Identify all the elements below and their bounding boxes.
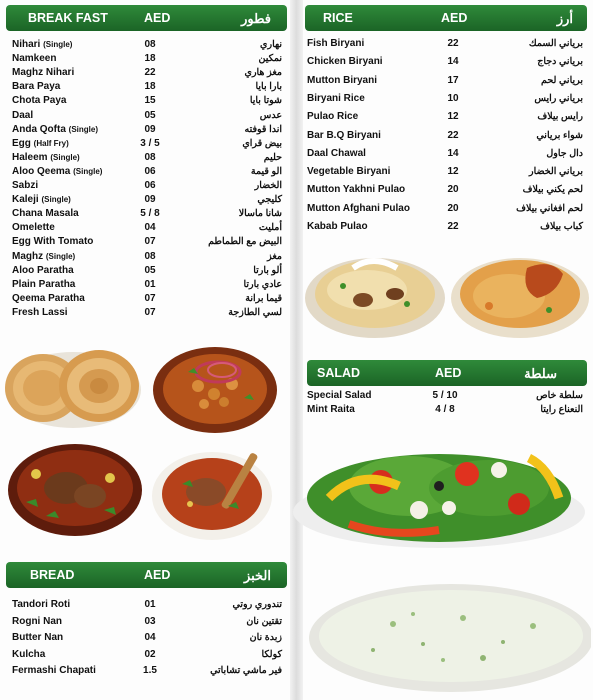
item-name	[307, 128, 381, 144]
item-price: 22	[144, 67, 156, 79]
item-name-text: Sabzi	[12, 180, 39, 191]
item-name-text: Maghz Nihari	[12, 67, 75, 79]
item-name-text: Daal	[12, 109, 34, 121]
item-name-arabic: البيض مع الطماطم	[208, 236, 282, 248]
item-name-text: Kulcha	[12, 648, 46, 660]
item-name-arabic: فير ماشي تشاباتي	[210, 665, 282, 676]
bread-menu-row	[12, 630, 282, 646]
item-name	[307, 402, 355, 418]
item-price: 4 / 8	[435, 404, 455, 415]
item-price: 22	[447, 129, 459, 141]
item-name-arabic: لسي الطازجة	[228, 306, 282, 318]
item-name	[307, 73, 377, 89]
item-name-text: Chana Masala	[12, 208, 79, 220]
item-price: 22	[447, 38, 459, 49]
rice-menu-row	[307, 73, 583, 89]
rice-menu-row	[307, 128, 583, 144]
rice-currency: AED	[441, 11, 468, 25]
item-name-text: Mutton Afghani Pulao	[307, 202, 410, 214]
paya-soup-photo-icon	[6, 438, 144, 538]
item-name-text: Nihari	[12, 39, 41, 50]
item-name-arabic: برياني السمك	[528, 38, 583, 49]
item-name-text: Kabab Pulao	[307, 221, 368, 232]
item-name-arabic: تقتين نان	[246, 615, 282, 627]
item-name-arabic: لحم افغاني بيلاف	[516, 202, 583, 214]
item-name-text: Maghz	[12, 250, 44, 262]
item-name	[307, 36, 364, 52]
item-price: 07	[144, 306, 156, 318]
item-price: 14	[447, 147, 459, 159]
item-price: 12	[447, 166, 459, 178]
item-price: 04	[144, 632, 156, 643]
item-name-text: Aloo Paratha	[12, 264, 74, 276]
item-name-text: Vegetable Biryani	[307, 166, 391, 178]
item-price: 05	[144, 264, 156, 276]
item-price: 03	[144, 615, 156, 627]
item-price: 02	[144, 648, 156, 660]
breakfast-currency: AED	[144, 11, 171, 25]
item-name-text: Bara Paya	[12, 81, 61, 93]
chana-masala-photo-icon	[152, 342, 278, 434]
item-price: 08	[144, 39, 156, 50]
item-name-text: Haleem	[12, 151, 48, 163]
item-name-text: Namkeen	[12, 53, 57, 65]
item-name	[12, 597, 70, 613]
item-name-text: Daal Chawal	[307, 147, 366, 159]
item-price: 5 / 8	[140, 208, 160, 220]
breakfast-title-arabic: فطور	[241, 11, 271, 26]
item-name-text: Special Salad	[307, 390, 372, 401]
item-name	[307, 164, 390, 180]
bread-list	[12, 597, 282, 687]
item-price: 12	[447, 111, 459, 123]
raita-photo-icon	[303, 574, 591, 692]
bread-header	[6, 562, 287, 588]
item-name	[12, 663, 96, 679]
item-name	[12, 647, 45, 663]
item-name-text: Biryani Rice	[307, 92, 365, 104]
item-name-text: Chicken Biryani	[307, 56, 383, 68]
item-name-arabic: برياني الخضار	[528, 166, 583, 178]
item-name-arabic: اندا قوفته	[244, 123, 282, 135]
item-name-arabic: ألو بارتا	[253, 264, 282, 276]
rice-menu-row	[307, 54, 583, 70]
item-name-arabic: حليم	[263, 151, 282, 163]
rice-menu-row	[307, 109, 583, 125]
item-price: 5 / 10	[432, 390, 458, 401]
bread-title-arabic: الخبز	[243, 568, 271, 583]
item-name	[307, 146, 366, 162]
rice-menu-row	[307, 146, 583, 162]
rice-menu-row	[307, 182, 583, 198]
item-price: 07	[144, 292, 156, 304]
salad-title: SALAD	[317, 366, 361, 380]
item-name	[307, 219, 368, 235]
item-name-text: Butter Nan	[12, 632, 64, 643]
item-name-arabic: برياني دجاج	[537, 56, 583, 68]
item-name-arabic: مغز هاري	[244, 67, 282, 79]
item-price: 14	[447, 56, 459, 68]
item-name	[307, 182, 405, 198]
item-name-arabic: عادي بارتا	[243, 278, 282, 290]
item-name-text: Qeema Paratha	[12, 292, 85, 304]
item-price: 06	[144, 165, 156, 177]
item-name-arabic: شوتا بايا	[249, 95, 282, 107]
item-name-arabic: نهاري	[260, 39, 282, 50]
item-name	[307, 201, 410, 217]
item-name-text: Egg With Tomato	[12, 236, 94, 248]
item-name-arabic: الو قيمة	[250, 165, 282, 177]
item-name-arabic: عدس	[259, 109, 282, 121]
item-name-arabic: بارا بايا	[255, 81, 282, 93]
rice-menu-row	[307, 91, 583, 107]
mutton-biryani-photo-icon	[303, 246, 447, 342]
item-name-arabic: رايس بيلاف	[537, 111, 583, 123]
item-name	[307, 109, 358, 125]
item-name-text: Bar B.Q Biryani	[307, 129, 381, 141]
item-price: 04	[144, 222, 156, 234]
item-name-arabic: دال جاول	[546, 147, 583, 159]
right-menu-page	[303, 0, 593, 700]
item-name-text: Fermashi Chapati	[12, 665, 96, 676]
item-note: (Single)	[50, 152, 80, 162]
item-name	[307, 54, 383, 70]
salad-header	[307, 360, 587, 386]
rice-title-arabic: أرز	[556, 11, 573, 26]
rice-list	[307, 36, 583, 236]
item-price: 18	[144, 53, 156, 65]
item-name-text: Egg	[12, 137, 31, 149]
item-name-arabic: كباب بيلاف	[540, 221, 583, 232]
rice-menu-row	[307, 36, 583, 52]
bread-menu-row	[12, 663, 282, 679]
item-price: 17	[447, 74, 459, 86]
bread-title: BREAD	[30, 568, 75, 582]
rice-header	[305, 5, 587, 31]
nihari-photo-icon	[150, 440, 280, 548]
item-name-text: Pulao Rice	[307, 111, 359, 123]
breakfast-header	[6, 5, 287, 31]
item-name-arabic: كولكا	[261, 648, 282, 660]
rice-menu-row	[307, 201, 583, 217]
bread-menu-row	[12, 647, 282, 663]
item-price: 20	[447, 184, 459, 196]
item-note: (Single)	[45, 251, 76, 261]
item-name-text: Anda Qofta	[12, 123, 66, 135]
item-name-arabic: برياني رايس	[534, 92, 583, 104]
item-price: 05	[144, 109, 156, 121]
salad-title-arabic: سلطة	[524, 366, 557, 381]
item-note: (Single)	[73, 166, 103, 176]
bread-menu-row	[12, 597, 282, 613]
page-fold	[290, 0, 303, 700]
item-price: 3 / 5	[140, 137, 160, 149]
item-price: 10	[447, 92, 459, 104]
breakfast-list	[12, 37, 282, 319]
paratha-photo-icon	[3, 342, 143, 430]
item-price: 09	[144, 123, 156, 135]
item-name-text: Kaleji	[12, 194, 39, 206]
item-price: 15	[144, 95, 156, 107]
item-name-arabic: لحم يكني بيلاف	[522, 184, 583, 196]
item-name-arabic: تندوري روتي	[232, 599, 282, 610]
item-name-arabic: شواء برياني	[536, 129, 583, 141]
item-price: 18	[144, 81, 156, 93]
item-price: 08	[144, 250, 156, 262]
item-name-arabic: برياني لحم	[541, 74, 583, 86]
item-price: 06	[144, 180, 156, 191]
breakfast-menu-row	[12, 305, 282, 321]
item-name-arabic: النعناع رايتا	[540, 404, 583, 415]
salad-photo-icon	[289, 428, 587, 556]
item-name-arabic: نمكين	[258, 53, 282, 65]
item-name-text: Chota Paya	[12, 95, 67, 107]
item-name-arabic: شانا ماسالا	[238, 208, 282, 220]
salad-currency: AED	[435, 366, 462, 380]
item-name-arabic: بيض قراي	[242, 137, 282, 149]
item-note: (Half Fry)	[33, 138, 69, 148]
item-name-text: Omelette	[12, 222, 55, 234]
left-menu-page	[0, 0, 290, 700]
item-name-text: Tandori Roti	[12, 599, 71, 610]
item-name	[12, 630, 63, 646]
item-name	[307, 91, 365, 107]
rice-title: RICE	[323, 11, 353, 25]
item-price: 22	[447, 221, 459, 232]
item-name-text: Plain Paratha	[12, 278, 76, 290]
item-name-arabic: مغز	[267, 250, 282, 262]
item-price: 20	[447, 202, 459, 214]
item-name-text: Mint Raita	[307, 404, 355, 415]
bread-currency: AED	[144, 568, 171, 582]
item-name-arabic: كليجي	[257, 194, 282, 206]
item-name-arabic: زبدة نان	[249, 632, 282, 643]
item-price: 1.5	[143, 665, 157, 676]
item-name-arabic: الخضار	[254, 180, 282, 191]
item-price: 07	[144, 236, 156, 248]
item-name	[12, 305, 68, 321]
salad-list	[307, 388, 583, 424]
item-name-text: Fresh Lassi	[12, 306, 68, 318]
item-name-text: Rogni Nan	[12, 615, 62, 627]
item-name-arabic: أمليت	[258, 222, 282, 234]
rice-menu-row	[307, 164, 583, 180]
chicken-biryani-photo-icon	[449, 246, 591, 342]
item-name-text: Aloo Qeema	[12, 165, 71, 177]
bread-menu-row	[12, 614, 282, 630]
rice-menu-row	[307, 219, 583, 235]
item-price: 08	[144, 151, 156, 163]
item-price: 01	[144, 278, 156, 290]
salad-menu-row	[307, 402, 583, 418]
item-price: 09	[144, 194, 156, 206]
item-note: (Single)	[68, 124, 99, 134]
item-name-text: Fish Biryani	[307, 38, 365, 49]
item-note: (Single)	[43, 40, 73, 49]
item-name	[12, 614, 62, 630]
item-name-arabic: قيما برانة	[245, 292, 282, 304]
item-name-arabic: سلطة خاص	[536, 390, 583, 401]
item-name-text: Mutton Biryani	[307, 74, 377, 86]
item-name-text: Mutton Yakhni Pulao	[307, 184, 406, 196]
item-note: (Single)	[41, 195, 71, 205]
breakfast-title: BREAK FAST	[28, 11, 108, 25]
item-price: 01	[144, 599, 156, 610]
